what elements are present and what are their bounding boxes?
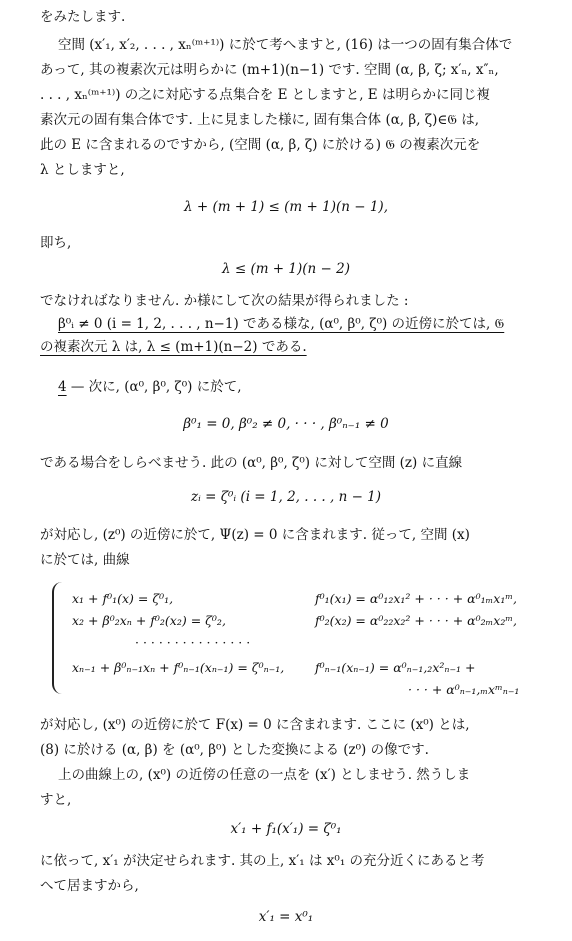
- text-line: である場合をしらべませう. 此の (α⁰, β⁰, ζ⁰) に対して空間 (z) に直線: [40, 455, 463, 471]
- text-line: すと,: [40, 792, 72, 808]
- text-line: (8) に於ける (α, β) を (α⁰, β⁰) とした変換による (z⁰) の像です.: [40, 742, 429, 758]
- text-line: あって, 其の複素次元は明らかに (m+1)(n−1) です. 空間 (α, β, ζ; x′ₙ, x″ₙ,: [40, 62, 499, 78]
- text-line: 上の曲線上の, (x⁰) の近傍の任意の一点を (x′) としませう. 然うしま: [58, 767, 471, 783]
- text-line: 空間 (x′₁, x′₂, . . . , xₙ⁽ᵐ⁺¹⁾) に於て考へますと, (16) は一つの固有集合体で: [58, 37, 513, 53]
- equation-1: λ + (m + 1) ≤ (m + 1)(n − 1),: [184, 199, 388, 215]
- text-line: が対応し, (x⁰) の近傍に於て F(x) = 0 に含まれます. ここに (x⁰) とは,: [40, 717, 470, 733]
- equation-3: β⁰₁ = 0, β⁰₂ ≠ 0, · · · , β⁰ₙ₋₁ ≠ 0: [183, 416, 389, 432]
- section-number: 4: [58, 379, 67, 395]
- system-definition: f⁰₂(x₂) = α⁰₂₂x₂² + · · · + α⁰₂ₘx₂ᵐ,: [315, 613, 517, 628]
- left-brace: [52, 582, 66, 694]
- equation-4: zᵢ = ζ⁰ᵢ (i = 1, 2, . . . , n − 1): [190, 489, 382, 505]
- equation-6: x′₁ = x⁰₁: [258, 909, 314, 925]
- text-line: 此の E に含まれるのですから, (空間 (α, β, ζ) に於ける) 𝔊 の複素次元を: [40, 137, 481, 153]
- text-line: に於ては, 曲線: [40, 552, 130, 568]
- text-line: をみたします.: [40, 9, 126, 25]
- section-heading: [58, 376, 545, 398]
- result-statement: β⁰ᵢ ≠ 0 (i = 1, 2, . . . , n−1) である様な, (α⁰, β⁰, ζ⁰) の近傍に於ては, 𝔊: [58, 316, 505, 332]
- text-line: 素次元の固有集合体です. 上に見ました様に, 固有集合体 (α, β, ζ)∈𝔊 は,: [40, 112, 480, 128]
- system-line: x₂ + β⁰₂xₙ + f⁰₂(x₂) = ζ⁰₂,: [72, 613, 226, 628]
- text-line: λ としますと,: [40, 162, 125, 178]
- system-definition: · · · + α⁰ₙ₋₁,ₘxᵐₙ₋₁: [408, 682, 520, 697]
- text-line: へて居ますから,: [40, 878, 139, 894]
- text-line: . . . , xₙ⁽ᵐ⁺¹⁾) の之に対応する点集合を E としますと, E は明らかに同じ複: [40, 87, 490, 103]
- system-line: x₁ + f⁰₁(x) = ζ⁰₁,: [72, 591, 174, 606]
- equation-5: x′₁ + f₁(x′₁) = ζ⁰₁: [230, 821, 342, 837]
- text-line: 即ち,: [40, 235, 72, 251]
- text-line: でなければなりません. か様にして次の結果が得られました :: [40, 293, 409, 309]
- system-definition: f⁰₁(x₁) = α⁰₁₂x₁² + · · · + α⁰₁ₘx₁ᵐ,: [315, 591, 517, 606]
- system-dots: · · · · · · · · · · · · · · ·: [135, 635, 251, 650]
- text-line: が対応し, (z⁰) の近傍に於て, Ψ(z) = 0 に含まれます. 従って, 空間 (x): [40, 527, 470, 543]
- text-line: に依って, x′₁ が決定せられます. 其の上, x′₁ は x⁰₁ の充分近くにあると考: [40, 853, 485, 869]
- result-statement: の複素次元 λ は, λ ≤ (m+1)(n−2) である.: [40, 339, 307, 355]
- system-definition: f⁰ₙ₋₁(xₙ₋₁) = α⁰ₙ₋₁,₂x²ₙ₋₁ +: [315, 660, 476, 675]
- system-line: xₙ₋₁ + β⁰ₙ₋₁xₙ + f⁰ₙ₋₁(xₙ₋₁) = ζ⁰ₙ₋₁,: [72, 660, 285, 675]
- equation-2: λ ≤ (m + 1)(n − 2): [222, 261, 350, 277]
- section-heading-text: — 次に, (α⁰, β⁰, ζ⁰) に於て,: [66, 379, 242, 395]
